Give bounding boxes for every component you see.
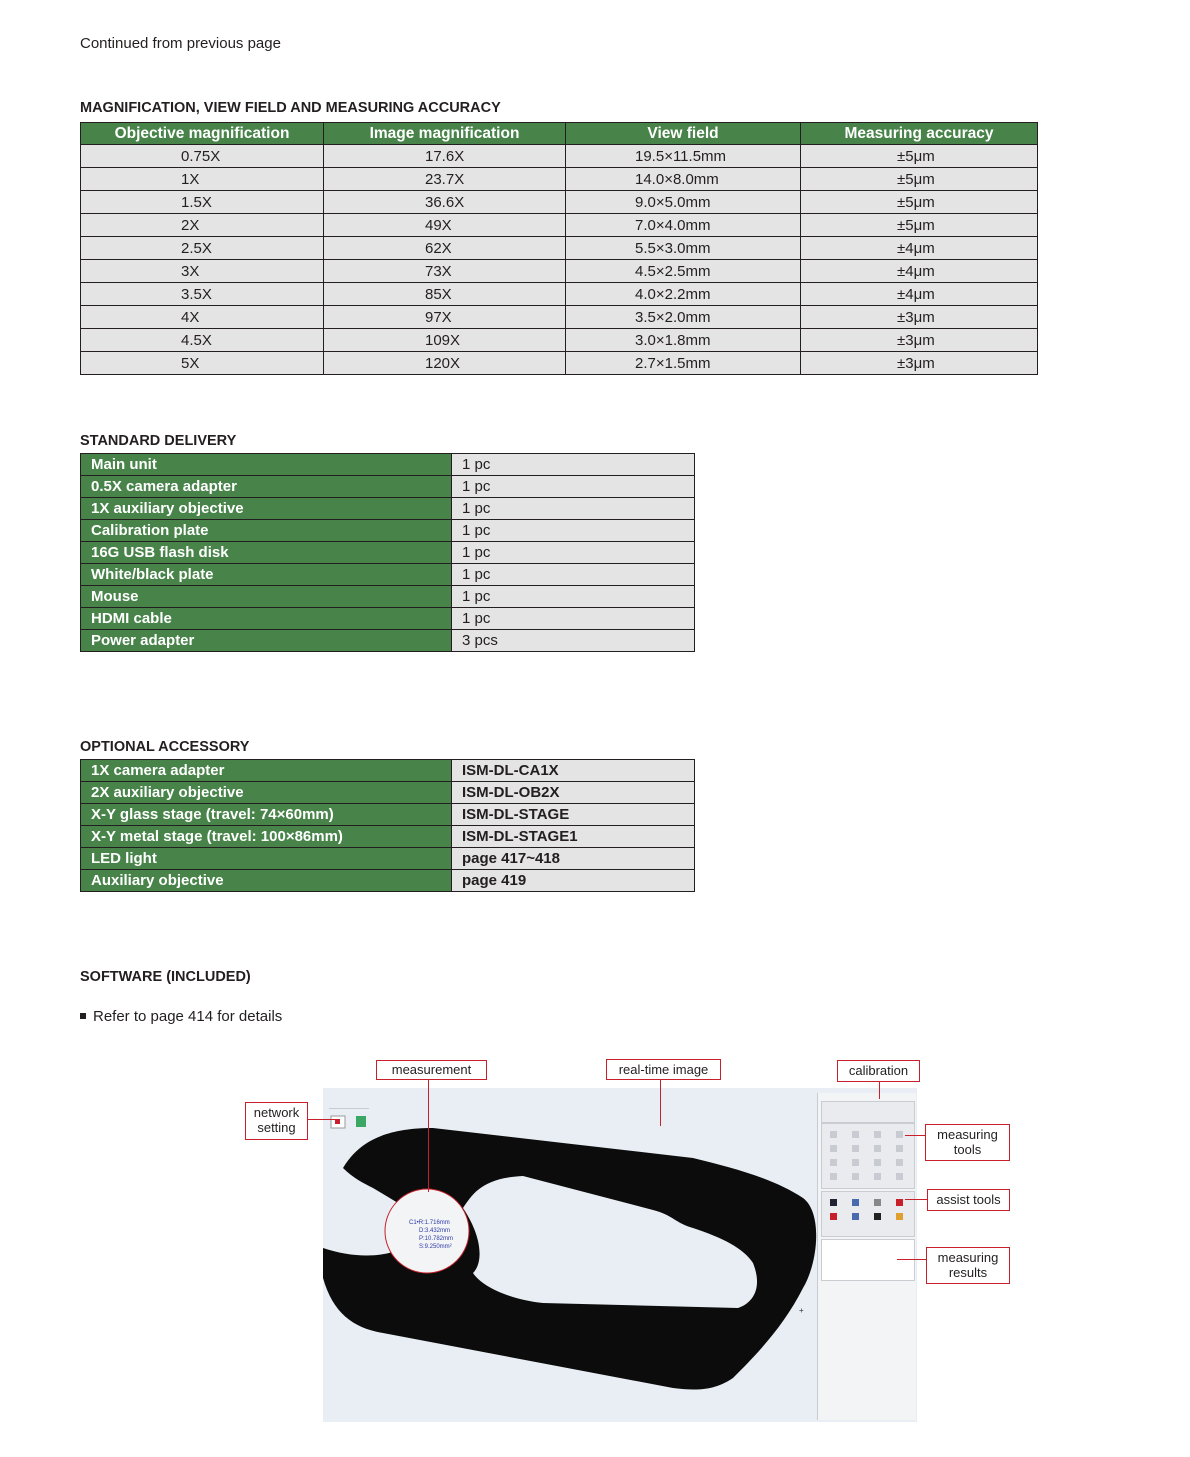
callout-measurement: measurement bbox=[376, 1060, 487, 1080]
leader-line bbox=[897, 1259, 926, 1260]
table-cell: ±3μm bbox=[801, 329, 1038, 352]
leader-line bbox=[428, 1079, 429, 1192]
accessory-name: X-Y glass stage (travel: 74×60mm) bbox=[81, 804, 452, 826]
continued-note: Continued from previous page bbox=[80, 35, 281, 52]
magnification-table bbox=[80, 122, 1038, 375]
tool-icon[interactable] bbox=[896, 1199, 903, 1206]
accessory-table bbox=[80, 759, 695, 892]
leader-line bbox=[660, 1079, 661, 1126]
tool-icon[interactable] bbox=[852, 1199, 859, 1206]
tool-icon[interactable] bbox=[830, 1131, 837, 1138]
table-cell: 1.5X bbox=[81, 191, 324, 214]
table-row bbox=[81, 630, 695, 652]
table-cell: 0.75X bbox=[81, 145, 324, 168]
table-row bbox=[81, 498, 695, 520]
table-cell: 4X bbox=[81, 306, 324, 329]
table-cell: 3.5×2.0mm bbox=[566, 306, 801, 329]
table-cell: 36.6X bbox=[324, 191, 566, 214]
tool-icon[interactable] bbox=[852, 1131, 859, 1138]
item-name: Calibration plate bbox=[81, 520, 452, 542]
table-cell: 4.0×2.2mm bbox=[566, 283, 801, 306]
tool-icon[interactable] bbox=[874, 1145, 881, 1152]
table-cell: ±3μm bbox=[801, 352, 1038, 375]
tool-icon[interactable] bbox=[874, 1199, 881, 1206]
tool-icon[interactable] bbox=[874, 1159, 881, 1166]
results-box[interactable] bbox=[821, 1239, 915, 1281]
table-cell: 4.5X bbox=[81, 329, 324, 352]
table-row bbox=[81, 237, 1038, 260]
callout-realtime: real-time image bbox=[606, 1059, 721, 1080]
table-cell: 7.0×4.0mm bbox=[566, 214, 801, 237]
accessory-code: ISM-DL-STAGE bbox=[452, 804, 695, 826]
table-row bbox=[81, 542, 695, 564]
table-row bbox=[81, 168, 1038, 191]
callout-measuring-results: measuring results bbox=[926, 1247, 1010, 1284]
measurement-readout bbox=[409, 1219, 453, 1251]
callout-assist-tools: assist tools bbox=[927, 1189, 1010, 1211]
bullet-icon bbox=[80, 1013, 86, 1019]
tool-icon[interactable] bbox=[896, 1145, 903, 1152]
accessory-title: OPTIONAL ACCESSORY bbox=[80, 739, 250, 755]
tool-icon[interactable] bbox=[830, 1145, 837, 1152]
table-row bbox=[81, 306, 1038, 329]
calibration-box[interactable] bbox=[821, 1101, 915, 1123]
callout-network: network setting bbox=[245, 1102, 308, 1140]
table-row bbox=[81, 870, 695, 892]
item-qty: 1 pc bbox=[452, 520, 695, 542]
table-cell: 62X bbox=[324, 237, 566, 260]
tool-icon[interactable] bbox=[896, 1173, 903, 1180]
accessory-name: 2X auxiliary objective bbox=[81, 782, 452, 804]
delivery-table bbox=[80, 453, 695, 652]
accessory-code: ISM-DL-CA1X bbox=[452, 760, 695, 782]
tool-icon[interactable] bbox=[874, 1131, 881, 1138]
table-cell: 2X bbox=[81, 214, 324, 237]
table-cell: 73X bbox=[324, 260, 566, 283]
accessory-code: page 419 bbox=[452, 870, 695, 892]
leader-line bbox=[905, 1135, 925, 1136]
table-cell: 19.5×11.5mm bbox=[566, 145, 801, 168]
software-note-text: Refer to page 414 for details bbox=[93, 1008, 283, 1025]
tool-icon[interactable] bbox=[852, 1173, 859, 1180]
table-row bbox=[81, 586, 695, 608]
table-row bbox=[81, 476, 695, 498]
item-name: HDMI cable bbox=[81, 608, 452, 630]
table-cell: ±5μm bbox=[801, 214, 1038, 237]
table-row bbox=[81, 214, 1038, 237]
tool-icon[interactable] bbox=[830, 1199, 837, 1206]
table-cell: ±4μm bbox=[801, 237, 1038, 260]
accessory-code: page 417~418 bbox=[452, 848, 695, 870]
table-cell: 23.7X bbox=[324, 168, 566, 191]
item-qty: 1 pc bbox=[452, 454, 695, 476]
tool-icon[interactable] bbox=[852, 1159, 859, 1166]
tool-icon[interactable] bbox=[830, 1173, 837, 1180]
table-cell: 5X bbox=[81, 352, 324, 375]
table-cell: ±5μm bbox=[801, 168, 1038, 191]
table-row bbox=[81, 520, 695, 542]
tool-icon[interactable] bbox=[852, 1213, 859, 1220]
tool-icon[interactable] bbox=[830, 1213, 837, 1220]
tool-icon[interactable] bbox=[896, 1159, 903, 1166]
table-cell: 85X bbox=[324, 283, 566, 306]
table-cell: 4.5×2.5mm bbox=[566, 260, 801, 283]
table-row bbox=[81, 260, 1038, 283]
table-cell: ±5μm bbox=[801, 145, 1038, 168]
callout-calibration: calibration bbox=[837, 1060, 920, 1082]
tool-icon[interactable] bbox=[896, 1213, 903, 1220]
table-row bbox=[81, 329, 1038, 352]
tool-icon[interactable] bbox=[830, 1159, 837, 1166]
table-cell: ±4μm bbox=[801, 260, 1038, 283]
accessory-name: X-Y metal stage (travel: 100×86mm) bbox=[81, 826, 452, 848]
svg-text:+: + bbox=[799, 1306, 804, 1315]
item-qty: 1 pc bbox=[452, 586, 695, 608]
accessory-name: LED light bbox=[81, 848, 452, 870]
table-row bbox=[81, 564, 695, 586]
item-qty: 1 pc bbox=[452, 476, 695, 498]
leader-line bbox=[905, 1199, 927, 1200]
table-row bbox=[81, 191, 1038, 214]
table-cell: 3.0×1.8mm bbox=[566, 329, 801, 352]
table-row bbox=[81, 826, 695, 848]
column-header: View field bbox=[566, 123, 801, 145]
delivery-title: STANDARD DELIVERY bbox=[80, 433, 237, 449]
item-name: Main unit bbox=[81, 454, 452, 476]
table-cell: 97X bbox=[324, 306, 566, 329]
table-row bbox=[81, 352, 1038, 375]
table-cell: 49X bbox=[324, 214, 566, 237]
table-cell: 3.5X bbox=[81, 283, 324, 306]
table-cell: 17.6X bbox=[324, 145, 566, 168]
item-qty: 1 pc bbox=[452, 542, 695, 564]
tool-icon[interactable] bbox=[852, 1145, 859, 1152]
table-cell: 2.5X bbox=[81, 237, 324, 260]
column-header: Measuring accuracy bbox=[801, 123, 1038, 145]
item-name: 1X auxiliary objective bbox=[81, 498, 452, 520]
readout-line: C1•R:1.716mm bbox=[409, 1220, 450, 1226]
table-row bbox=[81, 608, 695, 630]
item-name: White/black plate bbox=[81, 564, 452, 586]
accessory-code: ISM-DL-STAGE1 bbox=[452, 826, 695, 848]
software-note bbox=[80, 1008, 282, 1025]
tool-icon[interactable] bbox=[874, 1173, 881, 1180]
column-header: Objective magnification bbox=[81, 123, 324, 145]
column-header: Image magnification bbox=[324, 123, 566, 145]
table-cell: ±3μm bbox=[801, 306, 1038, 329]
tool-icon[interactable] bbox=[896, 1131, 903, 1138]
table-row bbox=[81, 848, 695, 870]
item-name: Power adapter bbox=[81, 630, 452, 652]
accessory-name: 1X camera adapter bbox=[81, 760, 452, 782]
tool-icon[interactable] bbox=[874, 1213, 881, 1220]
table-cell: 14.0×8.0mm bbox=[566, 168, 801, 191]
table-row bbox=[81, 454, 695, 476]
item-qty: 1 pc bbox=[452, 564, 695, 586]
table-row bbox=[81, 145, 1038, 168]
software-title: SOFTWARE (INCLUDED) bbox=[80, 969, 251, 985]
item-qty: 1 pc bbox=[452, 498, 695, 520]
readout-line: P:10.782mm bbox=[419, 1236, 454, 1242]
table-cell: ±4μm bbox=[801, 283, 1038, 306]
accessory-name: Auxiliary objective bbox=[81, 870, 452, 892]
leader-line bbox=[307, 1119, 335, 1120]
table-row bbox=[81, 760, 695, 782]
table-cell: ±5μm bbox=[801, 191, 1038, 214]
table-cell: 120X bbox=[324, 352, 566, 375]
readout-line: D:3.432mm bbox=[419, 1228, 451, 1234]
leader-line bbox=[879, 1081, 880, 1099]
table-cell: 2.7×1.5mm bbox=[566, 352, 801, 375]
table-row bbox=[81, 283, 1038, 306]
table-cell: 1X bbox=[81, 168, 324, 191]
table-row bbox=[81, 782, 695, 804]
readout-line: S:9.250mm² bbox=[419, 1244, 452, 1250]
table-row bbox=[81, 804, 695, 826]
item-name: 0.5X camera adapter bbox=[81, 476, 452, 498]
software-side-panel bbox=[817, 1093, 916, 1420]
table-cell: 3X bbox=[81, 260, 324, 283]
table-cell: 5.5×3.0mm bbox=[566, 237, 801, 260]
table-cell: 109X bbox=[324, 329, 566, 352]
callout-measuring-tools: measuring tools bbox=[925, 1124, 1010, 1161]
item-qty: 1 pc bbox=[452, 608, 695, 630]
accessory-code: ISM-DL-OB2X bbox=[452, 782, 695, 804]
item-qty: 3 pcs bbox=[452, 630, 695, 652]
item-name: 16G USB flash disk bbox=[81, 542, 452, 564]
item-name: Mouse bbox=[81, 586, 452, 608]
table-cell: 9.0×5.0mm bbox=[566, 191, 801, 214]
magnification-title: MAGNIFICATION, VIEW FIELD AND MEASURING ACCURACY bbox=[80, 100, 501, 116]
